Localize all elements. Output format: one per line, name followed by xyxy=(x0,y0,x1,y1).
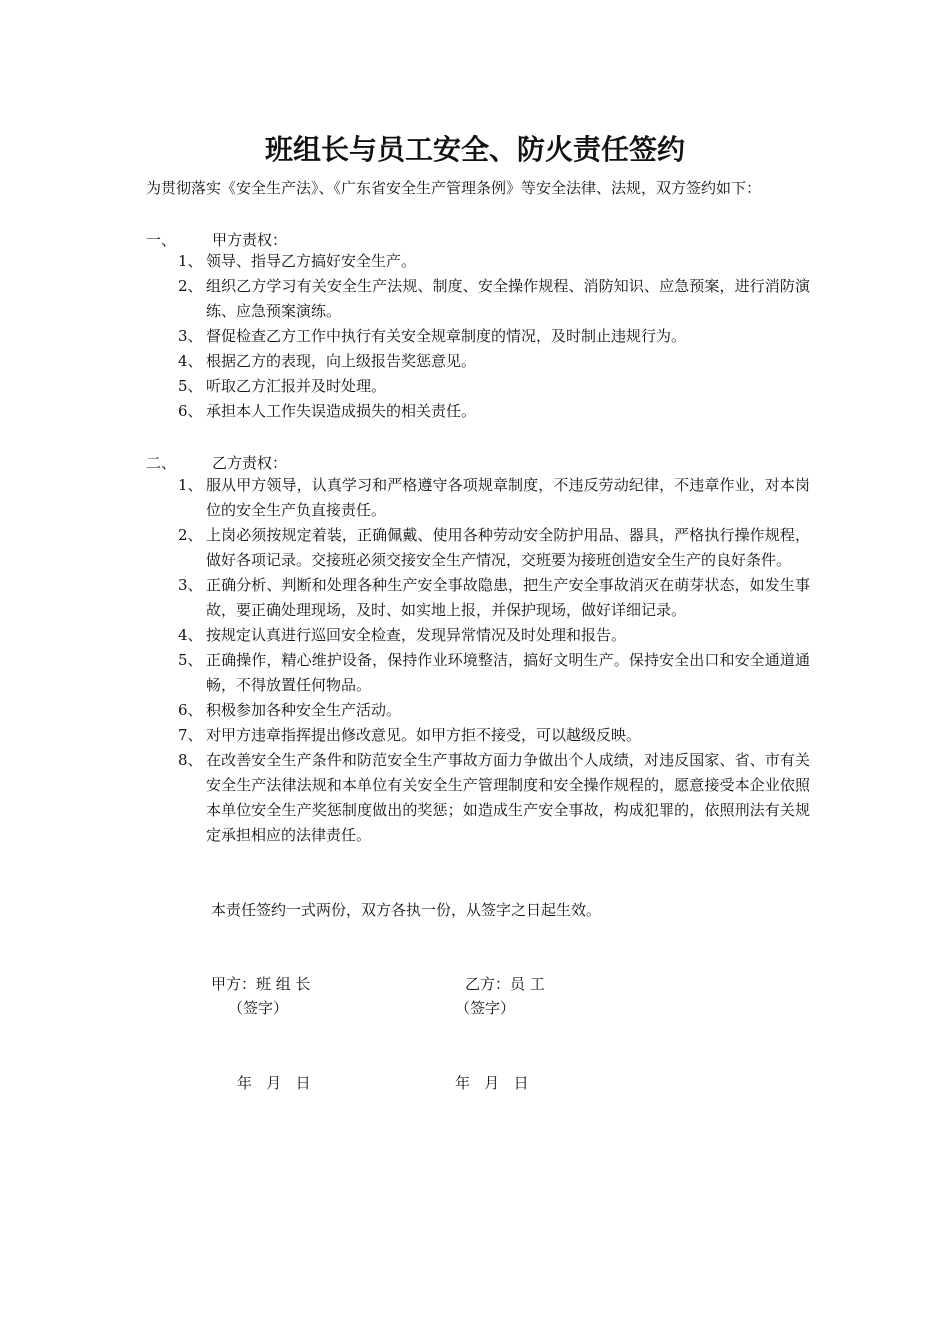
document-title: 班组长与员工安全、防火责任签约 xyxy=(264,133,685,166)
section-1-item-text: 承担本人工作失误造成损失的相关责任。 xyxy=(206,402,477,420)
party-a-label: 甲方：班 组 长 xyxy=(211,975,311,993)
list-item xyxy=(178,648,810,698)
section-2-list xyxy=(178,473,810,848)
party-b-label: 乙方：员 工 xyxy=(465,975,545,993)
section-2-heading xyxy=(146,451,287,475)
list-item xyxy=(178,349,810,374)
list-item xyxy=(178,698,810,723)
section-1-item-text: 根据乙方的表现，向上级报告奖惩意见。 xyxy=(206,352,477,370)
section-2-number: 二、 xyxy=(146,454,177,472)
section-1-item-text: 听取乙方汇报并及时处理。 xyxy=(206,377,387,395)
section-1-item-number: 3、 xyxy=(178,327,203,345)
list-item xyxy=(178,249,810,274)
list-item xyxy=(178,623,810,648)
section-1-item-number: 1、 xyxy=(178,252,203,270)
party-b-signature: （签字） xyxy=(455,999,516,1017)
list-item xyxy=(178,374,810,399)
section-2-item-number: 1、 xyxy=(178,476,203,494)
party-a-signature: （签字） xyxy=(228,999,289,1017)
section-2-item-number: 6、 xyxy=(178,701,203,719)
list-item xyxy=(178,748,810,848)
party-b-date: 年 月 日 xyxy=(455,1074,529,1092)
section-1-number: 一、 xyxy=(146,231,177,249)
section-2-item-text: 对甲方违章指挥提出修改意见。如甲方拒不接受，可以越级反映。 xyxy=(206,726,642,744)
section-2-item-text: 上岗必须按规定着装，正确佩戴、使用各种劳动安全防护用品、器具，严格执行操作规程，做好各项记录。交接班必须交接安全生产情况，交班要为接班创造安全生产的良好条件。 xyxy=(206,526,810,569)
list-item xyxy=(178,399,810,424)
section-1-item-number: 4、 xyxy=(178,352,203,370)
intro-paragraph: 为贯彻落实《安全生产法》、《广东省安全生产管理条例》等安全法律、法规，双方签约如下： xyxy=(146,179,762,197)
section-2-item-number: 3、 xyxy=(178,576,203,594)
section-2-title: 乙方责权： xyxy=(212,454,288,472)
section-1-list xyxy=(178,249,810,424)
list-item xyxy=(178,274,810,324)
section-1-item-text: 督促检查乙方工作中执行有关安全规章制度的情况，及时制止违规行为。 xyxy=(206,327,687,345)
section-1-item-text: 领导、指导乙方搞好安全生产。 xyxy=(206,252,417,270)
list-item xyxy=(178,723,810,748)
list-item xyxy=(178,473,810,523)
section-2-item-number: 8、 xyxy=(178,751,203,769)
list-item xyxy=(178,573,810,623)
section-1-item-number: 5、 xyxy=(178,377,203,395)
list-item xyxy=(178,523,810,573)
section-2-item-number: 5、 xyxy=(178,651,203,669)
section-2-item-text: 正确操作，精心维护设备，保持作业环境整洁，搞好文明生产。保持安全出口和安全通道通畅，不得放置任何物品。 xyxy=(206,651,810,694)
section-1-item-number: 2、 xyxy=(178,277,203,295)
section-1-title: 甲方责权： xyxy=(212,231,288,249)
section-2-item-text: 积极参加各种安全生产活动。 xyxy=(206,701,402,719)
section-2-item-text: 服从甲方领导，认真学习和严格遵守各项规章制度，不违反劳动纪律，不违章作业，对本岗位的安全生产负直接责任。 xyxy=(206,476,810,519)
section-2-item-number: 7、 xyxy=(178,726,203,744)
section-1-item-text: 组织乙方学习有关安全生产法规、制度、安全操作规程、消防知识、应急预案，进行消防演练、应急预案演练。 xyxy=(206,277,810,320)
section-2-item-number: 4、 xyxy=(178,626,203,644)
section-2-item-text: 在改善安全生产条件和防范安全生产事故方面力争做出个人成绩，对违反国家、省、市有关安全生产法律法规和本单位有关安全生产管理制度和安全操作规程的，愿意接受本企业依照本单位安全生产奖惩制度做出的奖惩；如造成生产安全事故，构成犯罪的，依照刑法有关规定承担相应的法律责任。 xyxy=(206,751,810,844)
party-a-date: 年 月 日 xyxy=(237,1074,311,1092)
list-item xyxy=(178,324,810,349)
section-1-item-number: 6、 xyxy=(178,402,203,420)
section-2-item-number: 2、 xyxy=(178,526,203,544)
section-2-item-text: 正确分析、判断和处理各种生产安全事故隐患，把生产安全事故消灭在萌芽状态，如发生事故，要正确处理现场，及时、如实地上报，并保护现场，做好详细记录。 xyxy=(206,576,810,619)
section-2-item-text: 按规定认真进行巡回安全检查，发现异常情况及时处理和报告。 xyxy=(206,626,627,644)
closing-statement: 本责任签约一式两份，双方各执一份，从签字之日起生效。 xyxy=(211,901,602,919)
